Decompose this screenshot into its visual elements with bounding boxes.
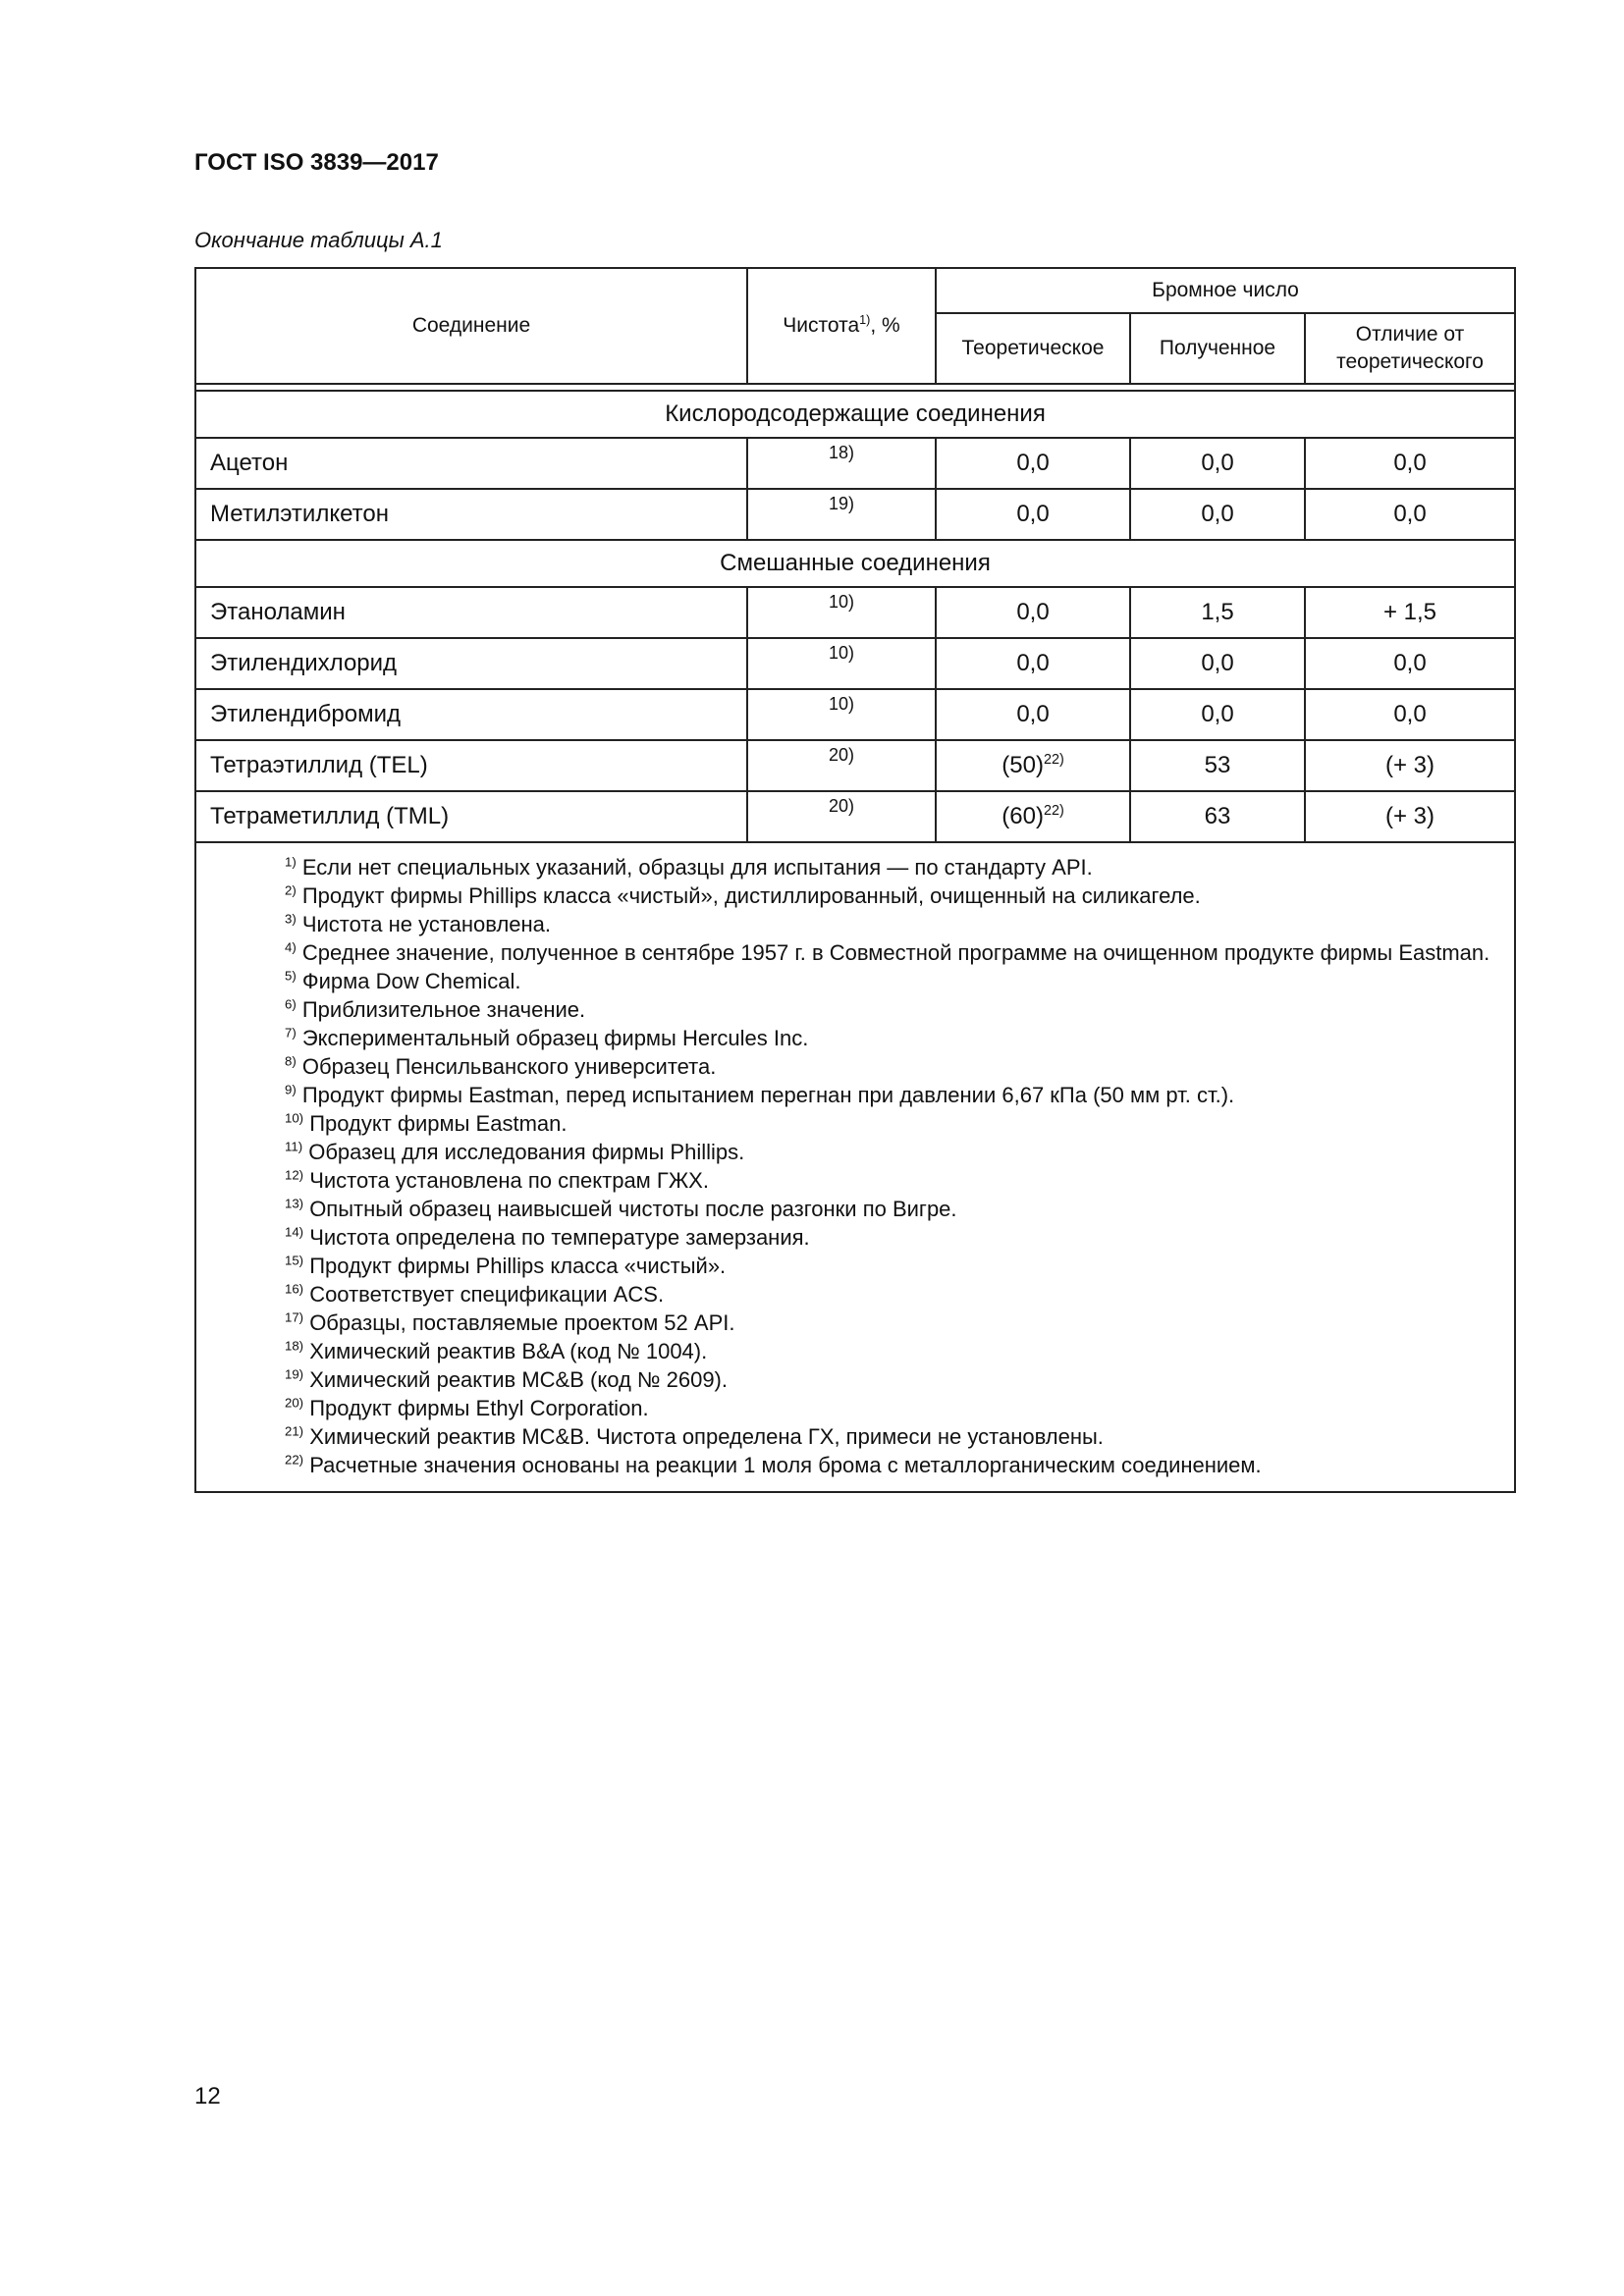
- footnote-text: Образец Пенсильванского университета.: [301, 1054, 717, 1079]
- footnote-text: Среднее значение, полученное в сентябре 1957 г. в Совместной программе на очищенном продукте фирмы Eastman.: [301, 940, 1490, 965]
- obtained-value: 0,0: [1130, 438, 1305, 489]
- compound-name: Тетраэтиллид (TEL): [195, 740, 747, 791]
- difference-value: 0,0: [1305, 438, 1515, 489]
- theoretical-value: [936, 791, 1130, 842]
- footnote-text: Приблизительное значение.: [301, 997, 586, 1022]
- footnote-text: Продукт фирмы Eastman, перед испытанием перегнан при давлении 6,67 кПа (50 мм рт. ст.).: [301, 1083, 1235, 1107]
- footnote-item: [214, 995, 1496, 1024]
- footnote-text: Образцы, поставляемые проектом 52 API.: [309, 1310, 735, 1335]
- footnote-number: 1): [285, 854, 297, 870]
- footnote-text: Соответствует спецификации ACS.: [309, 1282, 665, 1307]
- footnote-text: Чистота определена по температуре замерзания.: [309, 1225, 810, 1250]
- table-row: [195, 791, 1515, 842]
- table-caption: Окончание таблицы А.1: [194, 228, 443, 252]
- header-difference: Отличие от теоретического: [1305, 313, 1515, 384]
- group-row: [195, 391, 1515, 438]
- footnote-number: 9): [285, 1082, 297, 1097]
- table-row: [195, 689, 1515, 740]
- footnote-number: 18): [285, 1338, 304, 1354]
- purity-footnote-ref: 19): [747, 489, 936, 540]
- theoretical-footnote-ref: 22): [1043, 803, 1064, 819]
- difference-value: + 1,5: [1305, 587, 1515, 638]
- footnote-number: 3): [285, 911, 297, 927]
- footnote-text: Продукт фирмы Ethyl Corporation.: [309, 1396, 649, 1420]
- footnote-text: Фирма Dow Chemical.: [301, 969, 521, 993]
- footnote-text: Опытный образец наивысшей чистоты после разгонки по Вигре.: [309, 1197, 957, 1221]
- footnote-number: 7): [285, 1025, 297, 1041]
- footnote-number: 5): [285, 968, 297, 984]
- footnote-number: 12): [285, 1167, 304, 1183]
- footnote-item: [214, 1081, 1496, 1109]
- footnote-item: [214, 1280, 1496, 1308]
- document-code: ГОСТ ISO 3839—2017: [194, 149, 439, 176]
- footnote-item: [214, 881, 1496, 910]
- compound-name: Этилендибромид: [195, 689, 747, 740]
- footnote-text: Если нет специальных указаний, образцы для испытания — по стандарту API.: [301, 855, 1093, 880]
- purity-footnote-ref: 20): [747, 791, 936, 842]
- footnote-text: Химический реактив MC&B. Чистота определена ГХ, примеси не установлены.: [309, 1424, 1104, 1449]
- theoretical-value: [936, 438, 1130, 489]
- header-purity-label: Чистота: [783, 313, 860, 337]
- purity-footnote-ref: 10): [747, 689, 936, 740]
- footnote-text: Химический реактив B&A (код № 1004).: [309, 1339, 708, 1363]
- footnote-item: [214, 1138, 1496, 1166]
- footnote-number: 21): [285, 1423, 304, 1439]
- footnote-number: 2): [285, 882, 297, 898]
- footnote-item: [214, 1365, 1496, 1394]
- footnote-item: [214, 1337, 1496, 1365]
- footnote-text: Чистота не установлена.: [301, 912, 552, 936]
- footnote-number: 14): [285, 1224, 304, 1240]
- footnote-item: [214, 1394, 1496, 1422]
- compound-name: Метилэтилкетон: [195, 489, 747, 540]
- footnote-text: Продукт фирмы Phillips класса «чистый», дистиллированный, очищенный на силикагеле.: [301, 883, 1201, 908]
- group-row: [195, 540, 1515, 587]
- footnote-number: 15): [285, 1253, 304, 1268]
- theoretical-number: (60): [1001, 803, 1044, 829]
- page-number: 12: [194, 2083, 221, 2109]
- footnote-text: Экспериментальный образец фирмы Hercules Inc.: [301, 1026, 809, 1050]
- obtained-value: 1,5: [1130, 587, 1305, 638]
- footnote-item: [214, 1166, 1496, 1195]
- group-title: Смешанные соединения: [195, 540, 1515, 587]
- compound-name: Ацетон: [195, 438, 747, 489]
- footnote-number: 20): [285, 1395, 304, 1411]
- header-obtained: Полученное: [1130, 313, 1305, 384]
- footnote-item: [214, 1052, 1496, 1081]
- header-purity-footnote-ref: 1): [859, 312, 871, 327]
- table-row: [195, 638, 1515, 689]
- difference-value: 0,0: [1305, 689, 1515, 740]
- purity-footnote-ref: 20): [747, 740, 936, 791]
- footnotes: [195, 842, 1515, 1492]
- table-row: [195, 740, 1515, 791]
- header-compound: Соединение: [195, 268, 747, 384]
- theoretical-value: [936, 489, 1130, 540]
- footnote-item: [214, 1422, 1496, 1451]
- difference-value: 0,0: [1305, 489, 1515, 540]
- difference-value: 0,0: [1305, 638, 1515, 689]
- header-separator: [195, 384, 1515, 391]
- table-row: [195, 489, 1515, 540]
- theoretical-number: 0,0: [1016, 501, 1050, 527]
- footnote-text: Химический реактив MC&B (код № 2609).: [309, 1367, 728, 1392]
- purity-footnote-ref: 10): [747, 587, 936, 638]
- theoretical-number: 0,0: [1016, 599, 1050, 625]
- footnote-item: [214, 1308, 1496, 1337]
- obtained-value: 63: [1130, 791, 1305, 842]
- footnote-number: 22): [285, 1452, 304, 1468]
- footnote-number: 19): [285, 1366, 304, 1382]
- compound-name: Этаноламин: [195, 587, 747, 638]
- theoretical-value: [936, 638, 1130, 689]
- purity-footnote-ref: 18): [747, 438, 936, 489]
- obtained-value: 0,0: [1130, 489, 1305, 540]
- header-purity-unit: , %: [870, 313, 900, 337]
- header-theoretical: Теоретическое: [936, 313, 1130, 384]
- theoretical-value: [936, 689, 1130, 740]
- theoretical-value: [936, 587, 1130, 638]
- footnote-item: [214, 910, 1496, 938]
- footnote-item: [214, 1195, 1496, 1223]
- theoretical-number: 0,0: [1016, 450, 1050, 476]
- compound-name: Этилендихлорид: [195, 638, 747, 689]
- footnote-number: 8): [285, 1053, 297, 1069]
- table-row: [195, 587, 1515, 638]
- obtained-value: 0,0: [1130, 638, 1305, 689]
- group-title: Кислородсодержащие соединения: [195, 391, 1515, 438]
- obtained-value: 53: [1130, 740, 1305, 791]
- footnote-text: Расчетные значения основаны на реакции 1 моля брома с металлорганическим соединением.: [309, 1453, 1262, 1477]
- theoretical-number: 0,0: [1016, 650, 1050, 676]
- footnote-number: 11): [285, 1139, 303, 1154]
- footnote-text: Продукт фирмы Eastman.: [309, 1111, 568, 1136]
- footnote-item: [214, 853, 1496, 881]
- footnote-item: [214, 1223, 1496, 1252]
- header-bromine-number: Бромное число: [936, 268, 1515, 313]
- footnote-number: 16): [285, 1281, 304, 1297]
- footnote-number: 10): [285, 1110, 304, 1126]
- theoretical-value: [936, 740, 1130, 791]
- footnote-text: Продукт фирмы Phillips класса «чистый».: [309, 1254, 727, 1278]
- footnote-number: 6): [285, 996, 297, 1012]
- difference-value: (+ 3): [1305, 791, 1515, 842]
- footnote-item: [214, 1451, 1496, 1479]
- purity-footnote-ref: 10): [747, 638, 936, 689]
- footnote-item: [214, 1109, 1496, 1138]
- footnote-number: 13): [285, 1196, 304, 1211]
- footnote-item: [214, 967, 1496, 995]
- footnote-text: Образец для исследования фирмы Phillips.: [308, 1140, 745, 1164]
- footnote-item: [214, 1252, 1496, 1280]
- footnote-number: 4): [285, 939, 297, 955]
- footnote-text: Чистота установлена по спектрам ГЖХ.: [309, 1168, 709, 1193]
- theoretical-number: 0,0: [1016, 701, 1050, 727]
- header-purity: [747, 268, 936, 384]
- compound-name: Тетраметиллид (TML): [195, 791, 747, 842]
- footnote-number: 17): [285, 1309, 304, 1325]
- theoretical-footnote-ref: 22): [1043, 752, 1064, 768]
- obtained-value: 0,0: [1130, 689, 1305, 740]
- table-body: [195, 384, 1515, 842]
- bromine-number-table: [194, 267, 1516, 1493]
- table-row: [195, 438, 1515, 489]
- difference-value: (+ 3): [1305, 740, 1515, 791]
- theoretical-number: (50): [1001, 752, 1044, 778]
- footnote-item: [214, 1024, 1496, 1052]
- footnote-item: [214, 938, 1496, 967]
